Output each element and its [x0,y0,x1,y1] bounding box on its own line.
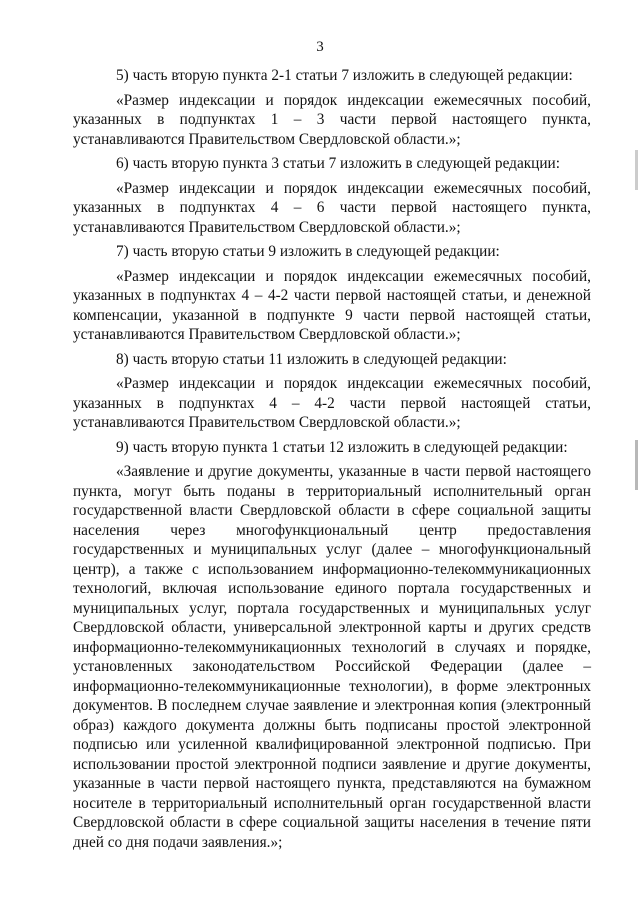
amendment-item-8: 8) часть вторую статьи 11 изложить в следующей редакции: [116,350,507,368]
amendment-item-6: 6) часть вторую пункта 3 статьи 7 изложить в следующей редакции: [116,155,560,172]
amendment-item-5: 5) часть вторую пункта 2-1 статьи 7 изложить в следующей редакции: [116,67,573,84]
amendment-text-7: «Размер индексации и порядок индексации ежемесячных пособий, указанных в подпунктах 4 – 4-2 части первой настоящей статьи, и денежной компенсации, указанной в подпункте 9 части первой настоящей статьи, устанавливаются Правительством Свердловской области.»; [73,267,591,343]
amendment-text-5: «Размер индексации и порядок индексации ежемесячных пособий, указанных в подпунктах 1 – 3 части первой настоящего пункта, устанавливаются Правительством Свердловской области.»; [73,91,591,148]
document-body [73,66,591,857]
amendment-item-9: 9) часть вторую пункта 1 статьи 12 изложить в следующей редакции: [116,438,568,456]
scan-edge-mark-upper [635,150,638,190]
scan-edge-mark [635,440,638,490]
amendment-text-9: «Заявление и другие документы, указанные в части первой настоящего пункта, могут быть поданы в территориальный исполнительный орган государственной власти Свердловской области в сфере социальной защиты населения через многофункциональный центр предоставления государственных и муниципальных услуг (далее – многофункциональный центр), а также с использованием информационно-телекоммуникационных технологий, включая использование единого портала государственных и муниципальных услуг, портала государственных и муниципальных услуг Свердловской области, универсальной электронной карты и других средств информационно-телекоммуникационных технологий в случаях и порядке, установленных законодательством Российской Федерации (далее – информационно-телекоммуникационные технологии), в форме электронных документов. В последнем случае заявление и электронная копия (электронный образ) каждого документа должны быть подписаны простой электронной подписью или усиленной квалифицированной электронной подписью. При использовании простой электронной подписи заявление и другие документы, указанные в части первой настоящего пункта, представляются на бумажном носителе в территориальный исполнительный орган государственной власти Свердловской области в сфере социальной защиты населения в течение пяти дней со дня подачи заявления.»; [73,463,591,851]
amendment-item-7: 7) часть вторую статьи 9 изложить в следующей редакции: [116,243,500,260]
page-number: 3 [316,39,324,55]
amendment-text-8: «Размер индексации и порядок индексации ежемесячных пособий, указанных в подпунктах 4 – 4-2 части первой настоящей статьи, устанавливаются Правительством Свердловской области.»; [73,375,591,431]
amendment-text-6: «Размер индексации и порядок индексации ежемесячных пособий, указанных в подпунктах 4 – 6 части первой настоящего пункта, устанавливаются Правительством Свердловской области.»; [73,179,591,236]
